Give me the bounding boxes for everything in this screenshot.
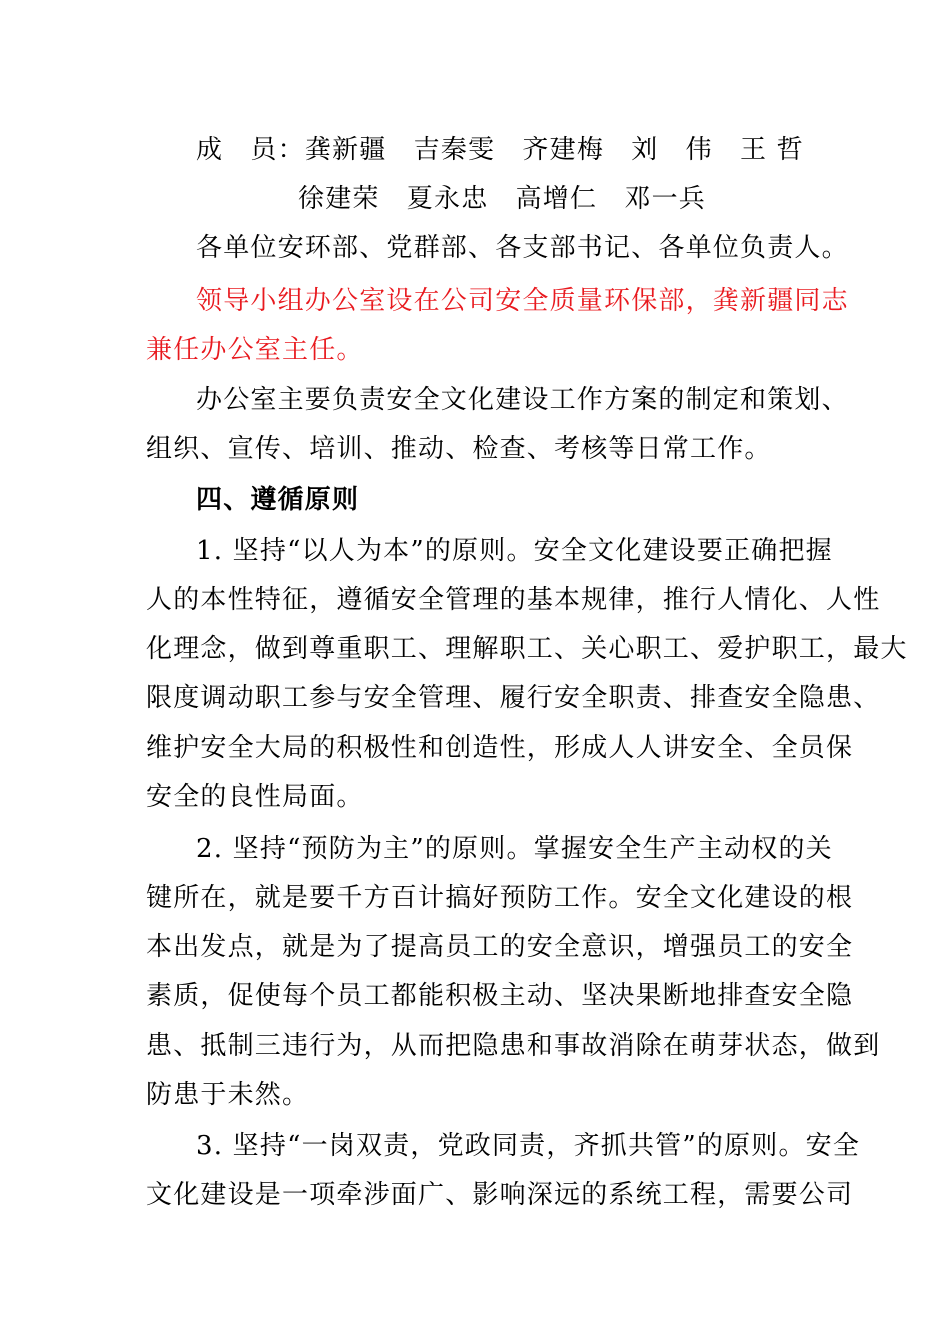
members-row-2: 徐建荣 夏永忠 高增仁 邓一兵 xyxy=(298,184,707,214)
p2-line: 本出发点，就是为了提高员工的安全意识，增强员工的安全 xyxy=(146,932,854,962)
p2-line: 2. 坚持“预防为主”的原则。掌握安全生产主动权的关 xyxy=(196,834,833,864)
office-red-line-2: 兼任办公室主任。 xyxy=(146,335,364,365)
p3-line: 3. 坚持“一岗双责，党政同责，齐抓共管”的原则。安全 xyxy=(196,1131,861,1161)
p2-line: 患、抵制三违行为，从而把隐患和事故消除在萌芽状态，做到 xyxy=(146,1031,881,1061)
members-label: 成 员： xyxy=(196,135,305,165)
office-duty-line-1: 办公室主要负责安全文化建设工作方案的制定和策划、 xyxy=(196,385,849,415)
members-row-1 xyxy=(196,133,804,167)
p2-line: 素质，促使每个员工都能积极主动、坚决果断地排查安全隐 xyxy=(146,981,854,1011)
section-heading: 四、遵循原则 xyxy=(196,485,360,515)
p1-line: 1. 坚持“以人为本”的原则。安全文化建设要正确把握 xyxy=(196,536,833,566)
members-names-1: 龚新疆 吉秦雯 齐建梅 刘 伟 王 哲 xyxy=(304,135,804,165)
p2-line: 键所在，就是要千方百计搞好预防工作。安全文化建设的根 xyxy=(146,883,854,913)
p2-line: 防患于未然。 xyxy=(146,1080,310,1110)
p1-line: 安全的良性局面。 xyxy=(146,782,364,812)
p1-line: 维护安全大局的积极性和创造性，形成人人讲安全、全员保 xyxy=(146,733,854,763)
members-row-3: 各单位安环部、党群部、各支部书记、各单位负责人。 xyxy=(196,233,849,263)
p1-line: 限度调动职工参与安全管理、履行安全职责、排查安全隐患、 xyxy=(146,683,881,713)
p3-line: 文化建设是一项牵涉面广、影响深远的系统工程，需要公司 xyxy=(146,1180,854,1210)
office-duty-line-2: 组织、宣传、培训、推动、检查、考核等日常工作。 xyxy=(146,434,772,464)
office-red-line-1: 领导小组办公室设在公司安全质量环保部，龚新疆同志 xyxy=(196,286,849,316)
p1-line: 化理念，做到尊重职工、理解职工、关心职工、爱护职工，最大 xyxy=(146,634,908,664)
p1-line: 人的本性特征，遵循安全管理的基本规律，推行人情化、人性 xyxy=(146,585,881,615)
